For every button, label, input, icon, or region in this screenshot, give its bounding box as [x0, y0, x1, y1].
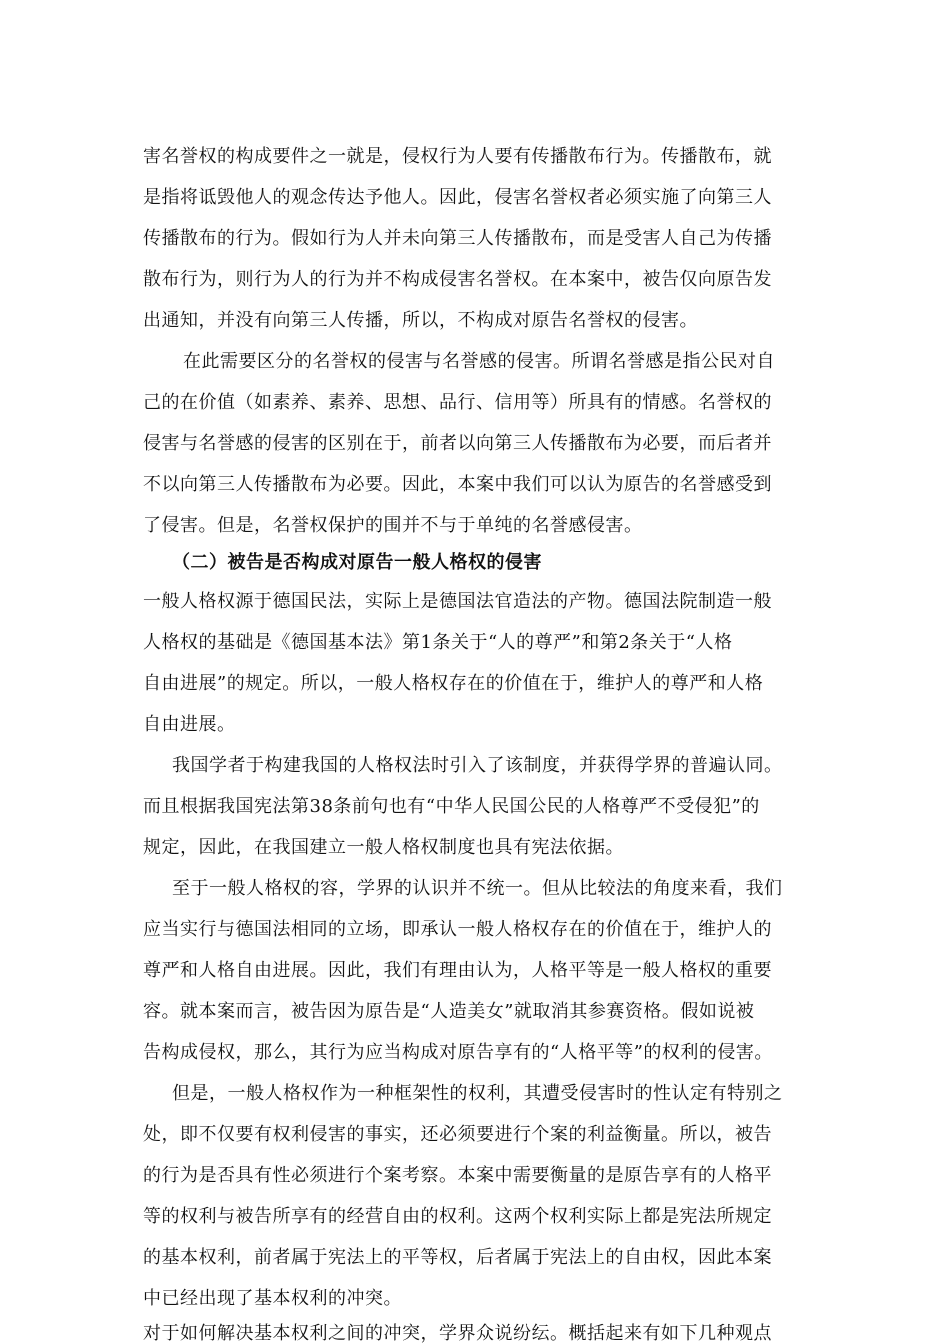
- body-text-line: 不以向第三人传播散布为必要。因此，本案中我们可以认为原告的名誉感受到: [143, 474, 772, 495]
- body-text-line: 而且根据我国宪法第38条前句也有“中华人民国公民的人格尊严不受侵犯”的: [143, 796, 760, 817]
- body-text-line: 的行为是否具有性必须进行个案考察。本案中需要衡量的是原告享有的人格平: [143, 1165, 772, 1186]
- body-text-line: 等的权利与被告所享有的经营自由的权利。这两个权利实际上都是宪法所规定: [143, 1206, 772, 1227]
- body-text-line: 出通知，并没有向第三人传播，所以，不构成对原告名誉权的侵害。: [143, 310, 698, 331]
- body-text-line: 但是，一般人格权作为一种框架性的权利，其遭受侵害时的性认定有特别之: [172, 1083, 783, 1104]
- body-text-line: 己的在价值（如素养、素养、思想、品行、信用等）所具有的情感。名誉权的: [143, 392, 772, 413]
- body-text-line: 尊严和人格自由进展。因此，我们有理由认为，人格平等是一般人格权的重要: [143, 960, 772, 981]
- body-text-line: 自由进展。: [143, 714, 236, 735]
- body-text-line: 中已经出现了基本权利的冲突。: [143, 1288, 402, 1309]
- body-text-line: 应当实行与德国法相同的立场，即承认一般人格权存在的价值在于，维护人的: [143, 919, 772, 940]
- body-text-line: 处，即不仅要有权利侵害的事实，还必须要进行个案的利益衡量。所以，被告: [143, 1124, 772, 1145]
- body-text-line: 了侵害。但是，名誉权保护的围并不与于单纯的名誉感侵害。: [143, 515, 643, 536]
- body-text-line: 规定，因此，在我国建立一般人格权制度也具有宪法依据。: [143, 837, 624, 858]
- body-text-line: 侵害与名誉感的侵害的区别在于，前者以向第三人传播散布为必要，而后者并: [143, 433, 772, 454]
- body-text-line: 害名誉权的构成要件之一就是，侵权行为人要有传播散布行为。传播散布，就: [143, 146, 772, 167]
- body-text-line: 散布行为，则行为人的行为并不构成侵害名誉权。在本案中，被告仅向原告发: [143, 269, 772, 290]
- body-text-line: 是指将诋毁他人的观念传达予他人。因此，侵害名誉权者必须实施了向第三人: [143, 187, 772, 208]
- body-text-line: 对于如何解决基本权利之间的冲突，学界众说纷纭。概括起来有如下几种观点: [143, 1323, 772, 1344]
- body-text-line: 一般人格权源于德国民法，实际上是德国法官造法的产物。德国法院制造一般: [143, 591, 772, 612]
- section-heading: （二）被告是否构成对原告一般人格权的侵害: [172, 552, 542, 573]
- body-text-line: 的基本权利，前者属于宪法上的平等权，后者属于宪法上的自由权，因此本案: [143, 1247, 772, 1268]
- body-text-line: 在此需要区分的名誉权的侵害与名誉感的侵害。所谓名誉感是指公民对自: [183, 351, 775, 372]
- body-text-line: 人格权的基础是《德国基本法》第1条关于“人的尊严”和第2条关于“人格: [143, 632, 733, 653]
- body-text-line: 告构成侵权，那么，其行为应当构成对原告享有的“人格平等”的权利的侵害。: [143, 1042, 773, 1063]
- body-text-line: 容。就本案而言，被告因为原告是“人造美女”就取消其参赛资格。假如说被: [143, 1001, 755, 1022]
- body-text-line: 传播散布的行为。假如行为人并未向第三人传播散布，而是受害人自己为传播: [143, 228, 772, 249]
- body-text-line: 自由进展”的规定。所以，一般人格权存在的价值在于，维护人的尊严和人格: [143, 673, 764, 694]
- body-text-line: 我国学者于构建我国的人格权法时引入了该制度，并获得学界的普遍认同。: [172, 755, 783, 776]
- body-text-line: 至于一般人格权的容，学界的认识并不统一。但从比较法的角度来看，我们: [172, 878, 783, 899]
